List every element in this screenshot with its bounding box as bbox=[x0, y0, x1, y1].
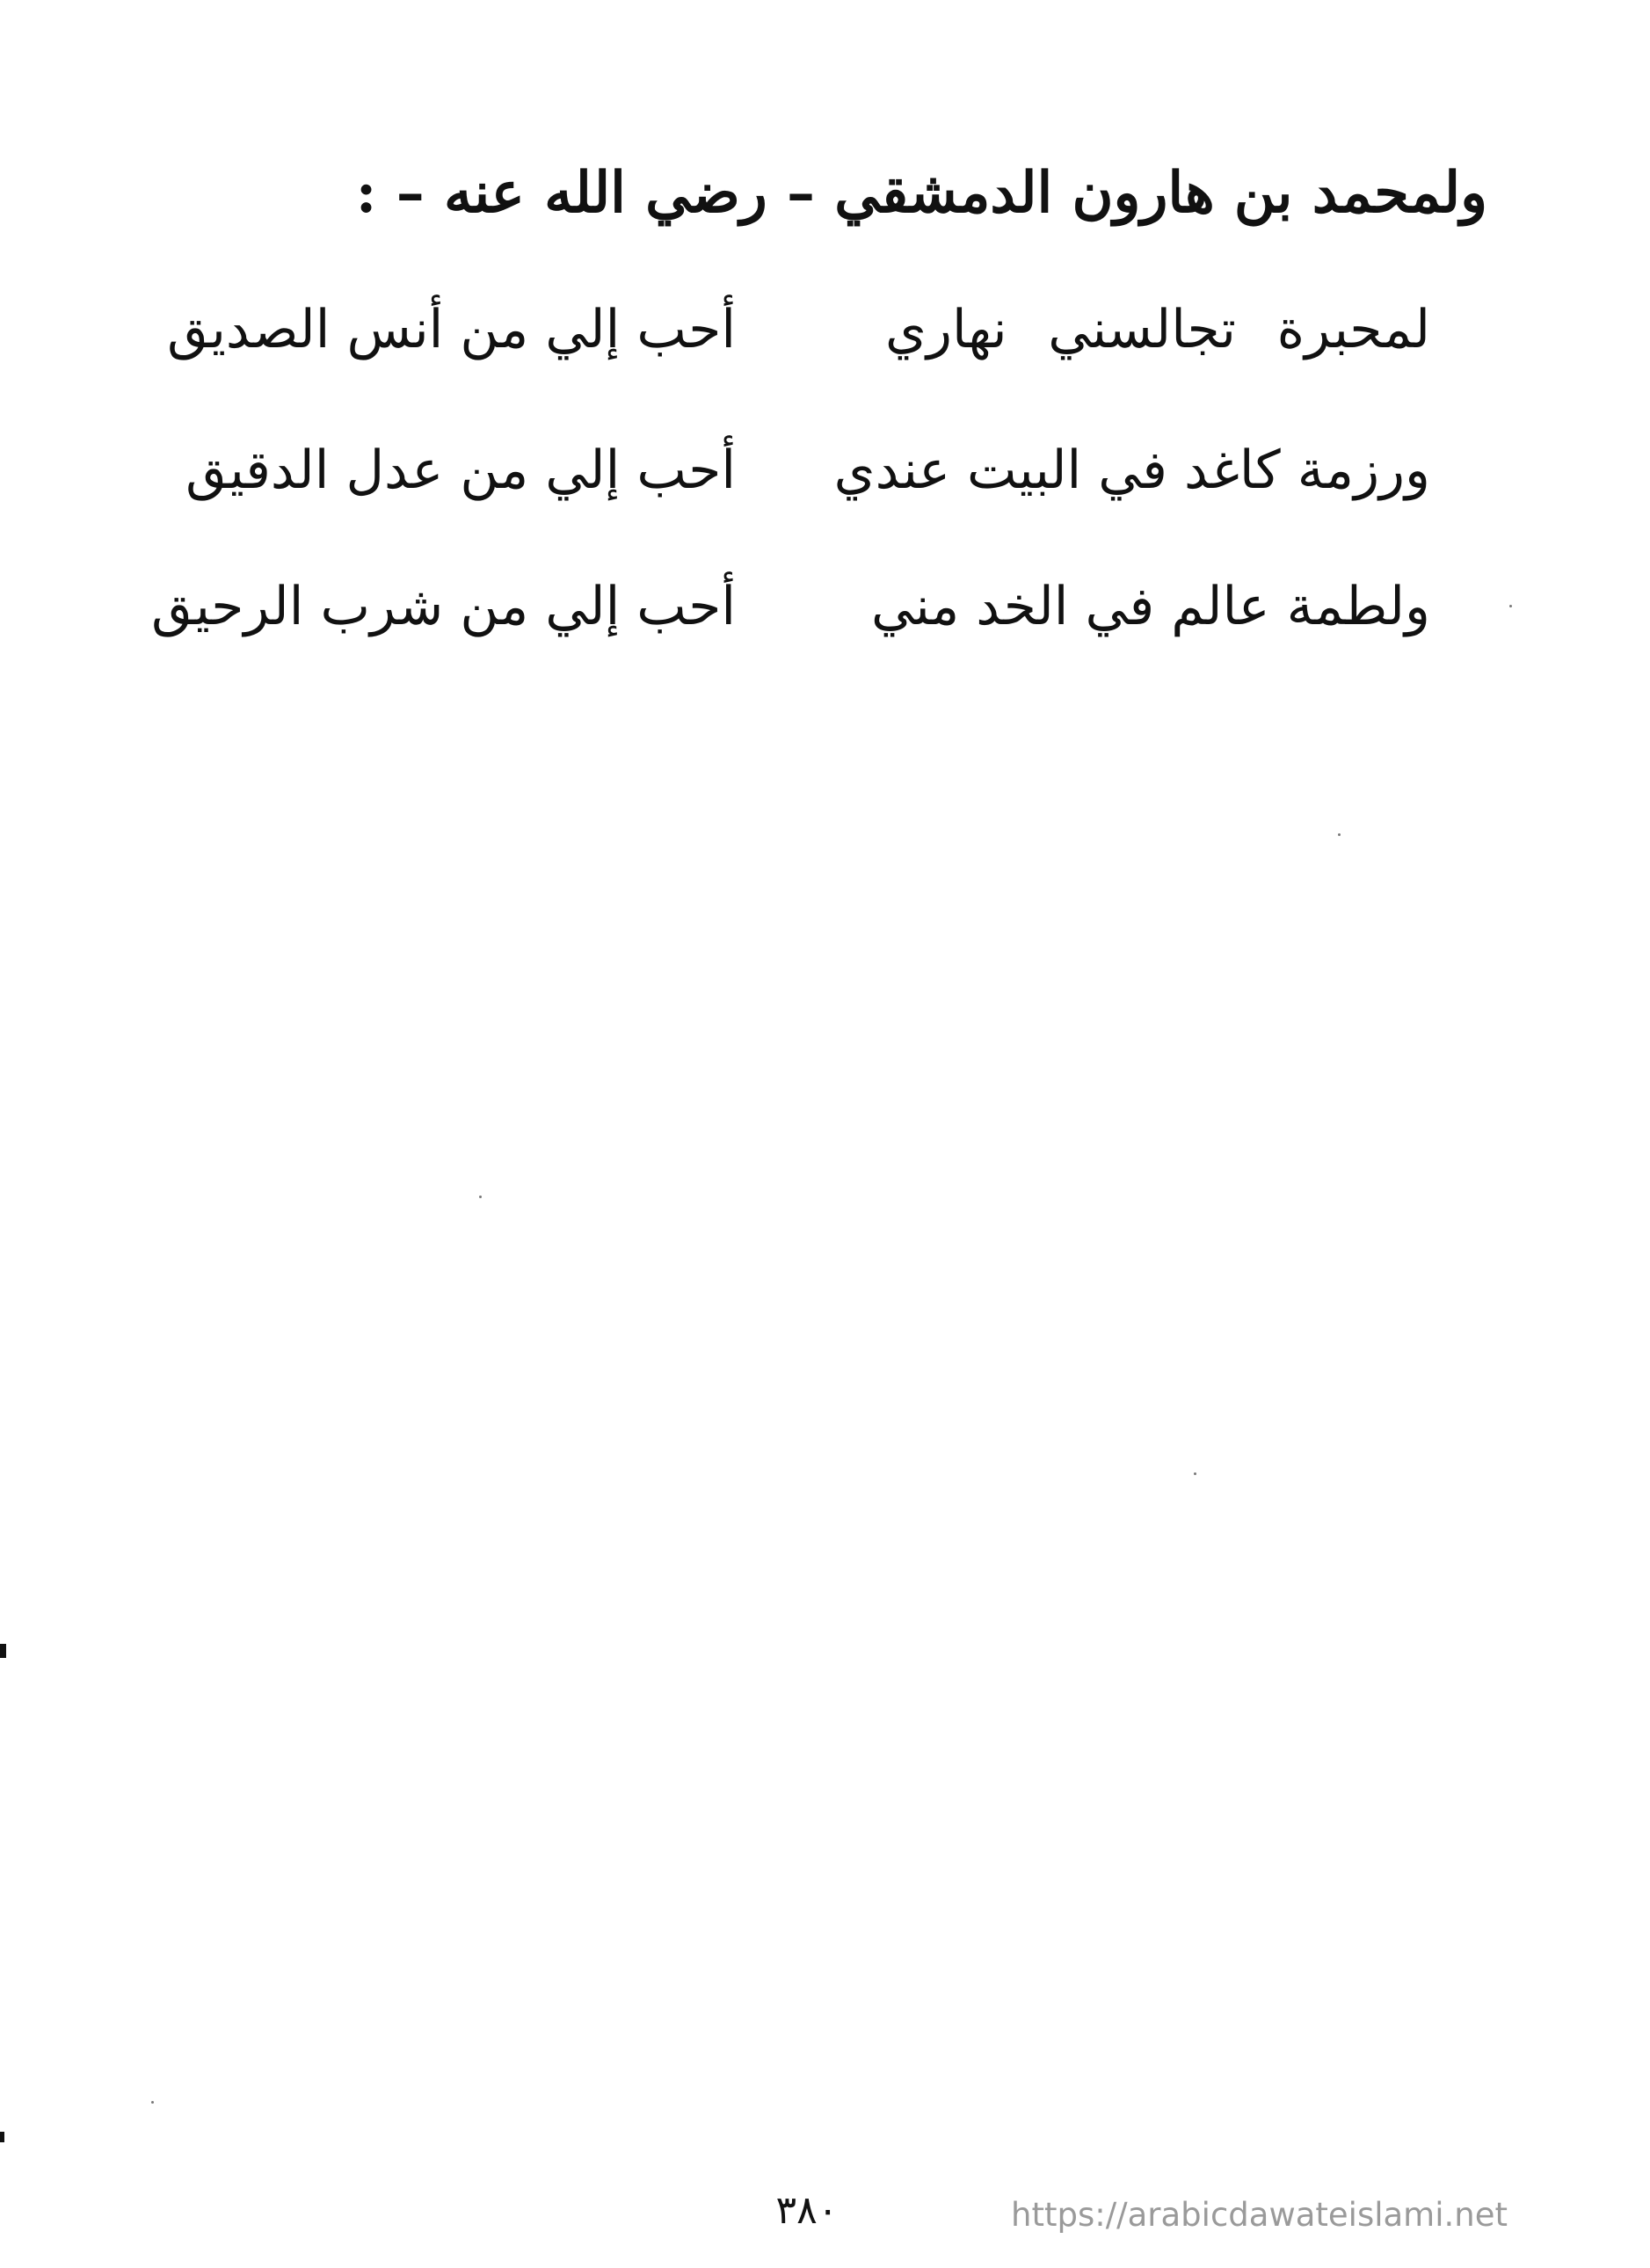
verse-2-first-hemistich: ورزمة كاغد في البيت عندي bbox=[833, 440, 1430, 501]
scan-edge-mark bbox=[0, 1644, 6, 1658]
scan-edge-mark bbox=[0, 2132, 4, 2142]
verse-1-second-hemistich: أحب إلي من أنس الصديق bbox=[167, 299, 736, 360]
page-number: ٣٨٠ bbox=[775, 2188, 839, 2233]
scan-speck bbox=[1338, 833, 1341, 836]
verse-2 bbox=[185, 422, 1430, 519]
scan-speck bbox=[1194, 1472, 1196, 1475]
scan-speck bbox=[479, 1196, 482, 1198]
source-url-watermark: https://arabicdawateislami.net bbox=[1011, 2196, 1508, 2234]
scan-speck bbox=[1509, 605, 1512, 607]
verse-1 bbox=[167, 281, 1430, 378]
verse-3-second-hemistich: أحب إلي من شرب الرحيق bbox=[151, 576, 736, 637]
verse-3 bbox=[151, 558, 1430, 655]
verse-1-first-hemistich: لمحبرة تجالسني نهاري bbox=[885, 299, 1430, 360]
scan-speck bbox=[151, 2101, 154, 2104]
verse-2-second-hemistich: أحب إلي من عدل الدقيق bbox=[185, 440, 736, 501]
poem-heading: ولمحمد بن هارون الدمشقي – رضي الله عنه – : bbox=[355, 160, 1487, 226]
verse-3-first-hemistich: ولطمة عالم في الخد مني bbox=[870, 576, 1430, 637]
